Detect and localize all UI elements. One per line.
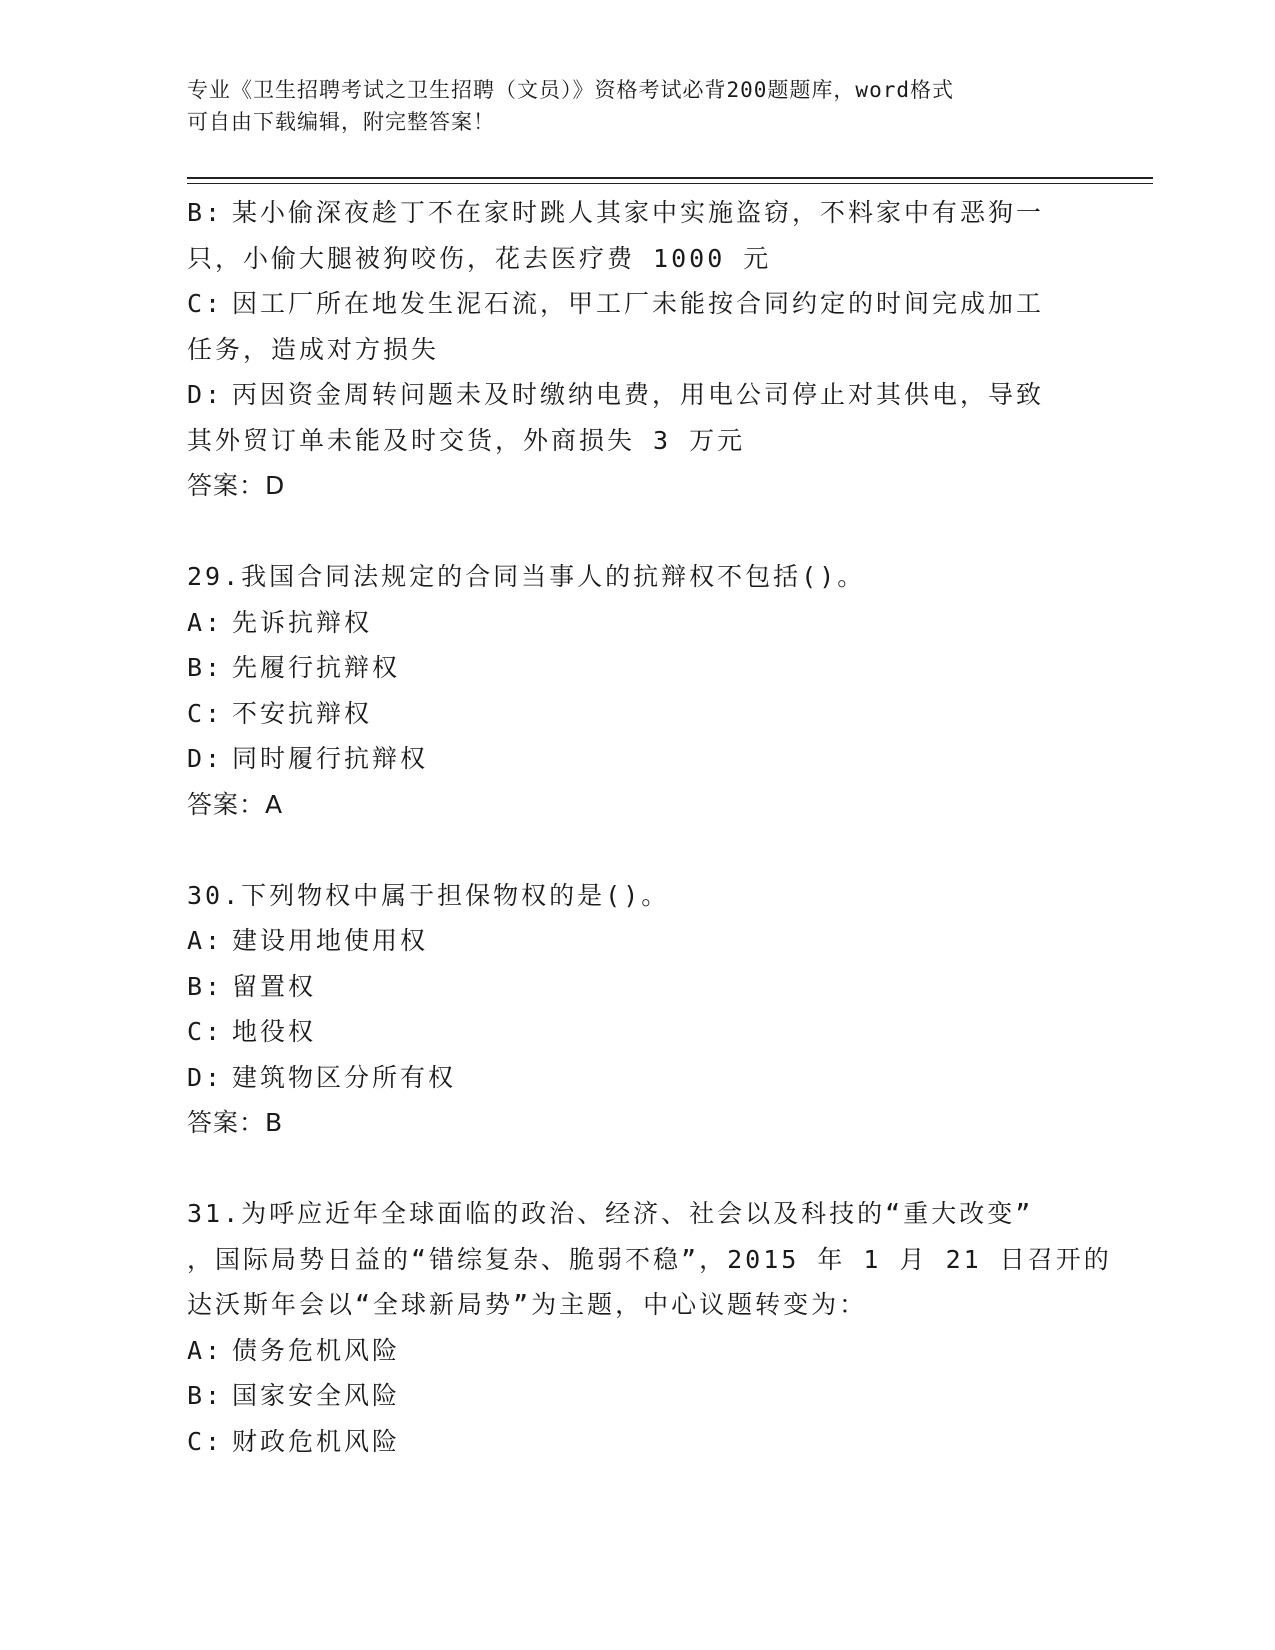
question-31 [187,1191,1112,1464]
option-b [187,645,1077,691]
option-d [187,736,1077,782]
option-letter: A: [187,607,224,637]
option-b [187,964,1077,1010]
question-content [187,190,1112,1464]
header-divider-thin [187,183,1153,184]
option-c [187,691,1077,737]
option-text: 先诉抗辩权 [232,607,373,637]
option-c [187,281,1077,327]
option-d [187,372,1077,418]
header-divider-thick [187,177,1153,179]
option-c [187,1009,1077,1055]
question-stem: 31.为呼应近年全球面临的政治、经济、社会以及科技的“重大改变” [187,1199,1034,1228]
option-letter: A: [187,926,224,955]
option-letter: B: [187,198,224,227]
option-d [187,1055,1077,1101]
option-text: 因工厂所在地发生泥石流，甲工厂未能按合同约定的时间完成加工 [232,289,1045,318]
option-text: 地役权 [232,1017,317,1046]
question-spacer [187,827,1077,873]
option-a [187,600,1077,646]
question-spacer [187,1146,1077,1192]
option-text: 同时履行抗辩权 [232,744,429,773]
option-b [187,190,1077,236]
option-text: 国家安全风险 [232,1381,401,1410]
answer-line: 答案：A [187,789,284,819]
answer-line: 答案：B [187,1108,284,1137]
option-a [187,1328,1077,1374]
option-text: 先履行抗辩权 [232,653,401,682]
header-line-1: 专业《卫生招聘考试之卫生招聘（文员）》资格考试必背200题题库，word格式 [187,78,954,102]
header-line-2: 可自由下载编辑，附完整答案！ [187,110,495,134]
option-b-continued: 只，小偷大腿被狗咬伤，花去医疗费 1000 元 [187,243,772,273]
option-text: 财政危机风险 [232,1426,401,1456]
option-text: 某小偷深夜趁丁不在家时跳人其家中实施盗窃，不料家中有恶狗一 [232,198,1045,227]
option-c [187,1419,1077,1465]
question-stem: 29.我国合同法规定的合同当事人的抗辩权不包括()。 [187,562,866,591]
option-letter: D: [187,744,224,773]
prev-question [187,190,1077,509]
option-letter: A: [187,1335,224,1365]
option-text: 丙因资金周转问题未及时缴纳电费，用电公司停止对其供电，导致 [232,380,1045,409]
option-letter: D: [187,380,224,409]
option-text: 留置权 [232,971,317,1001]
question-stem-continued: ，国际局势日益的“错综复杂、脆弱不稳”，2015 年 1 月 21 日召开的 [187,1244,1112,1274]
answer-line: 答案：D [187,471,286,500]
option-text: 建设用地使用权 [232,926,429,955]
option-letter: B: [187,971,224,1001]
option-text: 债务危机风险 [232,1335,401,1365]
question-stem-continued: 达沃斯年会以“全球新局势”为主题，中心议题转变为： [187,1290,868,1319]
question-stem: 30.下列物权中属于担保物权的是()。 [187,880,670,910]
option-b [187,1373,1077,1419]
question-30 [187,873,1077,1146]
option-letter: C: [187,1426,224,1456]
option-letter: B: [187,1381,224,1410]
option-letter: C: [187,289,224,318]
option-text: 建筑物区分所有权 [232,1062,457,1092]
document-header [187,74,1087,138]
option-a [187,918,1077,964]
option-text: 不安抗辩权 [232,698,373,728]
option-letter: B: [187,653,224,682]
question-spacer [187,509,1077,555]
option-letter: C: [187,698,224,728]
option-letter: C: [187,1017,224,1046]
option-d-continued: 其外贸订单未能及时交货，外商损失 3 万元 [187,425,746,455]
option-c-continued: 任务，造成对方损失 [187,334,440,364]
question-29 [187,554,1077,827]
option-letter: D: [187,1062,224,1092]
